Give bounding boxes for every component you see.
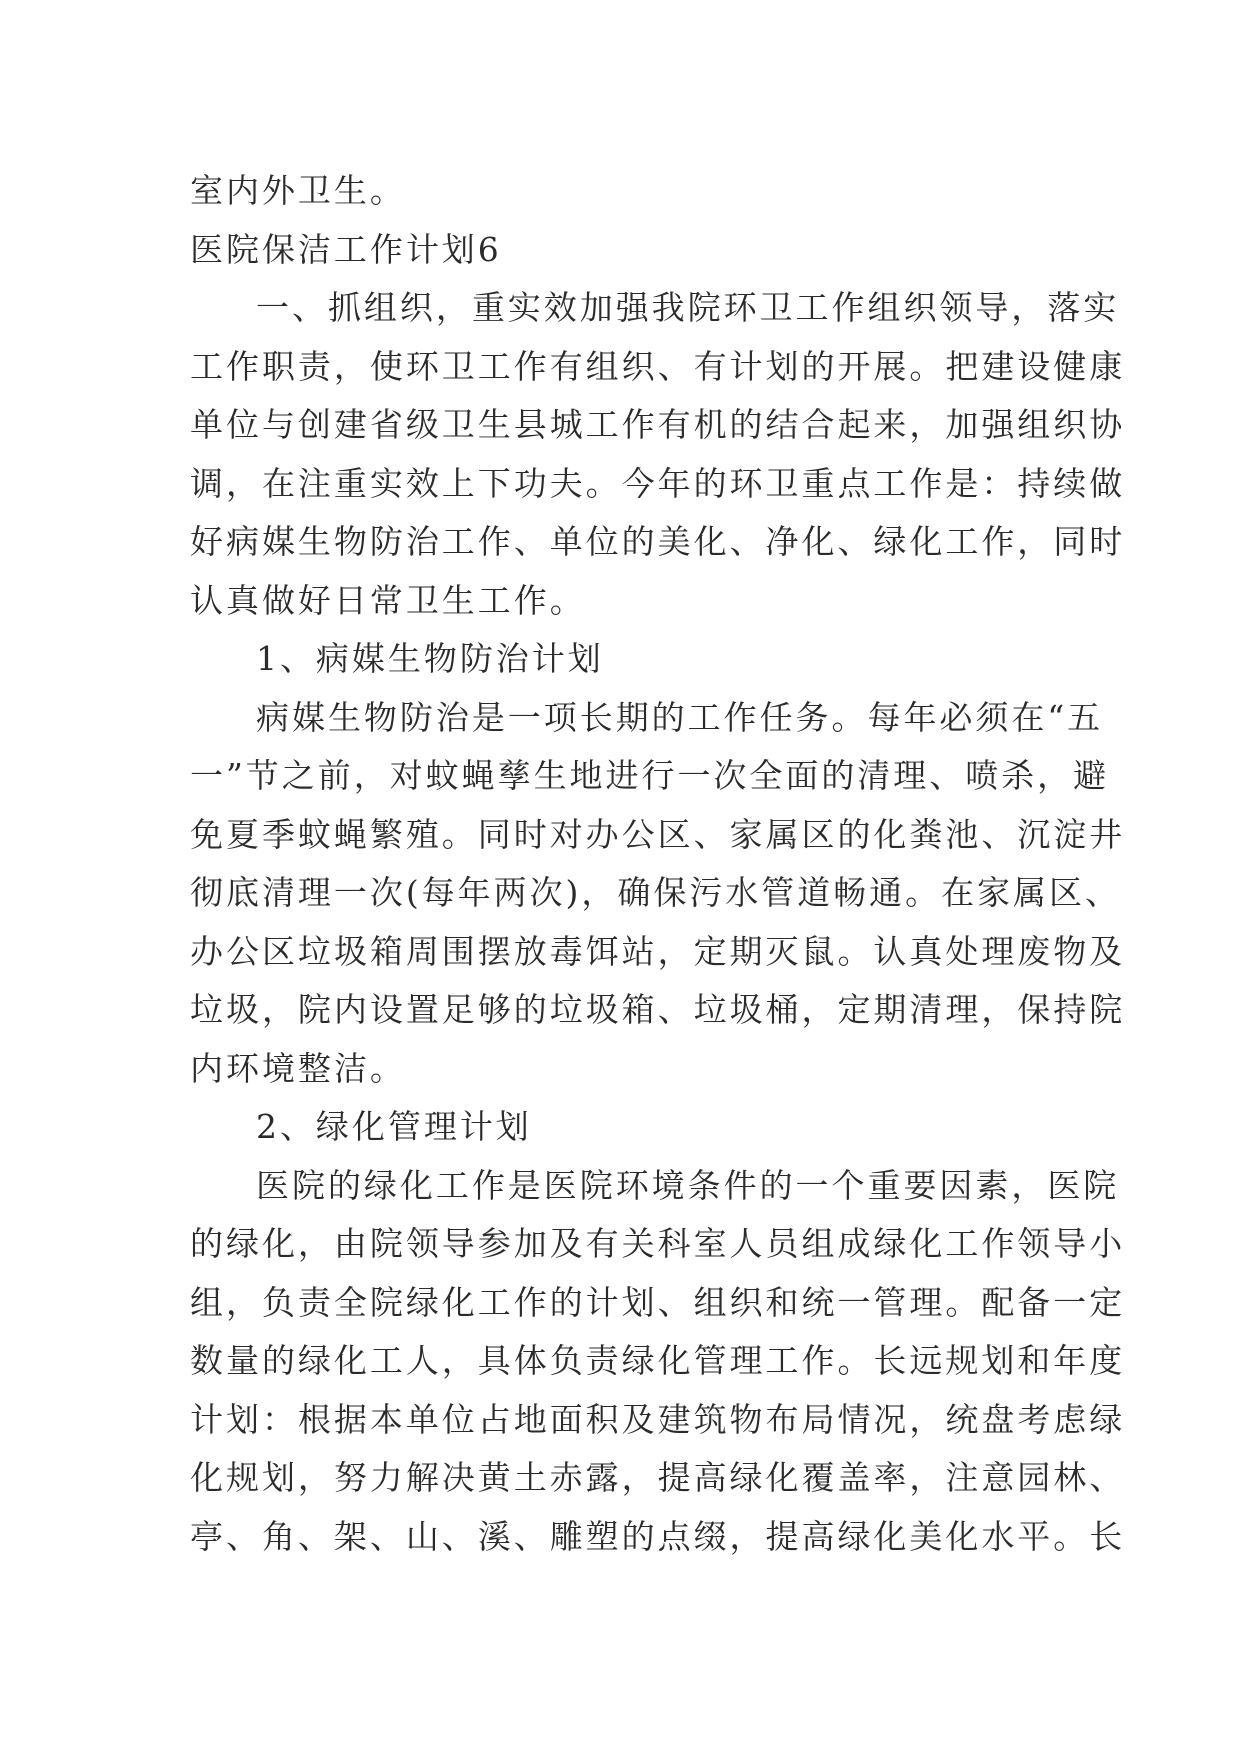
text-line: 病媒生物防治是一项长期的工作任务。每年必须在“五: [256, 697, 1104, 737]
text-line: 好病媒生物防治工作、单位的美化、净化、绿化工作，同时: [190, 522, 1126, 561]
text-line: 数量的绿化工人，具体负责绿化管理工作。长远规划和年度: [190, 1341, 1126, 1380]
text-line: 组，负责全院绿化工作的计划、组织和统一管理。配备一定: [190, 1282, 1126, 1322]
text-line: 工作职责，使环卫工作有组织、有计划的开展。把建设健康: [190, 346, 1126, 386]
subsection-heading: 1、病媒生物防治计划: [256, 639, 604, 678]
text-line: 单位与创建省级卫生县城工作有机的结合起来，加强组织协: [190, 405, 1126, 444]
text-line: 内环境整洁。: [190, 1048, 406, 1088]
subsection-heading: 2、绿化管理计划: [256, 1107, 532, 1146]
text-line: 的绿化，由院领导参加及有关科室人员组成绿化工作领导小: [190, 1224, 1126, 1263]
text-line: 室内外卫生。: [190, 171, 406, 210]
text-line: 垃圾，院内设置足够的垃圾箱、垃圾桶，定期清理，保持院: [190, 990, 1126, 1029]
text-line: 计划：根据本单位占地面积及建筑物布局情况，统盘考虑绿: [190, 1399, 1126, 1439]
text-line: 亭、角、架、山、溪、雕塑的点缀，提高绿化美化水平。长: [190, 1516, 1126, 1556]
text-line: 办公区垃圾箱周围摆放毒饵站，定期灭鼠。认真处理废物及: [190, 931, 1126, 971]
text-line: 调，在注重实效上下功夫。今年的环卫重点工作是：持续做: [190, 463, 1126, 503]
text-line: 一、抓组织，重实效加强我院环卫工作组织领导，落实: [256, 288, 1120, 327]
section-heading: 医院保洁工作计划6: [190, 229, 502, 269]
text-line: 一”节之前，对蚊蝇孳生地进行一次全面的清理、喷杀，避: [190, 756, 1110, 795]
text-line: 认真做好日常卫生工作。: [190, 580, 586, 620]
text-line: 彻底清理一次(每年两次)，确保污水管道畅通。在家属区、: [190, 873, 1121, 912]
text-line: 免夏季蚊蝇繁殖。同时对办公区、家属区的化粪池、沉淀井: [190, 814, 1126, 854]
document-page: [190, 162, 1126, 1566]
text-line: 医院的绿化工作是医院环境条件的一个重要因素，医院: [256, 1165, 1120, 1205]
text-line: 化规划，努力解决黄土赤露，提高绿化覆盖率，注意园林、: [190, 1458, 1126, 1497]
